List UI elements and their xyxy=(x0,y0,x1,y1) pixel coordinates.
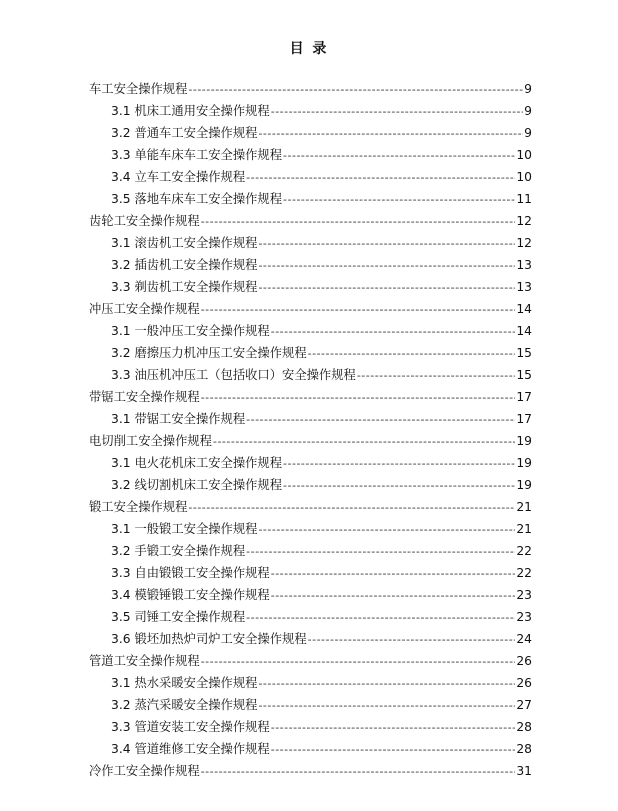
toc-section-entry[interactable] xyxy=(89,694,532,716)
toc-entry-text: 3.3 剃齿机工安全操作规程 xyxy=(111,280,258,294)
toc-page-number: 15 xyxy=(516,346,532,360)
toc-page-number: 12 xyxy=(516,214,532,228)
toc-section-entry[interactable] xyxy=(89,364,532,386)
toc-entry-text: 3.2 插齿机工安全操作规程 xyxy=(111,258,258,272)
toc-leader-dashes xyxy=(357,365,516,387)
toc-entry-text: 3.5 落地车床车工安全操作规程 xyxy=(111,192,283,206)
toc-section-entry[interactable] xyxy=(89,628,532,650)
toc-leader-dashes xyxy=(308,629,516,651)
toc-leader-dashes xyxy=(201,761,516,783)
toc-page-number: 11 xyxy=(516,192,532,206)
toc-leader-dashes xyxy=(246,167,515,189)
toc-entry-text: 3.5 司锤工安全操作规程 xyxy=(111,610,246,624)
toc-page-number: 21 xyxy=(516,500,532,514)
toc-leader-dashes xyxy=(258,255,515,277)
toc-entry-text: 管道工安全操作规程 xyxy=(89,654,200,668)
toc-entry-text: 冷作工安全操作规程 xyxy=(89,764,200,778)
toc-leader-dashes xyxy=(258,123,523,145)
toc-entry-text: 3.1 热水采暖安全操作规程 xyxy=(111,676,258,690)
toc-leader-dashes xyxy=(258,673,515,695)
toc-page-number: 19 xyxy=(516,456,532,470)
toc-page-number: 10 xyxy=(516,148,532,162)
toc-leader-dashes xyxy=(308,343,516,365)
toc-chapter-entry[interactable] xyxy=(89,760,532,782)
toc-page-number: 22 xyxy=(516,566,532,580)
toc-leader-dashes xyxy=(283,453,515,475)
toc-section-entry[interactable] xyxy=(89,144,532,166)
toc-leader-dashes xyxy=(271,321,516,343)
toc-page-number: 17 xyxy=(516,390,532,404)
toc-section-entry[interactable] xyxy=(89,122,532,144)
toc-page-number: 17 xyxy=(516,412,532,426)
toc-leader-dashes xyxy=(271,101,523,123)
toc-entry-text: 冲压工安全操作规程 xyxy=(89,302,200,316)
toc-entry-text: 车工安全操作规程 xyxy=(89,82,188,96)
toc-section-entry[interactable] xyxy=(89,254,532,276)
toc-section-entry[interactable] xyxy=(89,474,532,496)
toc-entry-text: 锻工安全操作规程 xyxy=(89,500,188,514)
toc-entry-text: 3.4 管道维修工安全操作规程 xyxy=(111,742,270,756)
toc-page-number: 19 xyxy=(516,434,532,448)
toc-leader-dashes xyxy=(246,409,515,431)
toc-page-number: 31 xyxy=(516,764,532,778)
toc-entry-text: 3.3 管道安装工安全操作规程 xyxy=(111,720,270,734)
toc-entry-text: 3.3 自由锻锻工安全操作规程 xyxy=(111,566,270,580)
toc-page-number: 23 xyxy=(516,588,532,602)
toc-leader-dashes xyxy=(283,189,515,211)
toc-section-entry[interactable] xyxy=(89,518,532,540)
toc-entry-text: 3.3 单能车床车工安全操作规程 xyxy=(111,148,283,162)
toc-page-number: 28 xyxy=(516,742,532,756)
toc-entry-text: 3.4 模锻锤锻工安全操作规程 xyxy=(111,588,270,602)
toc-section-entry[interactable] xyxy=(89,100,532,122)
toc-entry-text: 3.2 蒸汽采暖安全操作规程 xyxy=(111,698,258,712)
toc-page-number: 27 xyxy=(516,698,532,712)
toc-page-number: 14 xyxy=(516,302,532,316)
toc-entry-text: 3.1 滚齿机工安全操作规程 xyxy=(111,236,258,250)
toc-page-number: 9 xyxy=(524,126,532,140)
toc-entry-text: 3.6 锻坯加热炉司炉工安全操作规程 xyxy=(111,632,307,646)
toc-section-entry[interactable] xyxy=(89,540,532,562)
toc-chapter-entry[interactable] xyxy=(89,210,532,232)
toc-page-number: 26 xyxy=(516,676,532,690)
toc-entry-text: 3.2 磨擦压力机冲压工安全操作规程 xyxy=(111,346,307,360)
toc-leader-dashes xyxy=(283,475,515,497)
toc-entry-text: 3.1 电火花机床工安全操作规程 xyxy=(111,456,283,470)
toc-leader-dashes xyxy=(258,233,515,255)
toc-page-number: 26 xyxy=(516,654,532,668)
toc-section-entry[interactable] xyxy=(89,716,532,738)
toc-page-number: 9 xyxy=(524,104,532,118)
toc-leader-dashes xyxy=(258,519,515,541)
toc-chapter-entry[interactable] xyxy=(89,650,532,672)
toc-section-entry[interactable] xyxy=(89,188,532,210)
toc-entry-text: 3.1 一般冲压工安全操作规程 xyxy=(111,324,270,338)
toc-page-number: 13 xyxy=(516,280,532,294)
toc-entry-text: 3.2 普通车工安全操作规程 xyxy=(111,126,258,140)
toc-section-entry[interactable] xyxy=(89,320,532,342)
toc-entry-text: 3.1 带锯工安全操作规程 xyxy=(111,412,246,426)
toc-chapter-entry[interactable] xyxy=(89,78,532,100)
toc-section-entry[interactable] xyxy=(89,408,532,430)
toc-entry-text: 3.4 立车工安全操作规程 xyxy=(111,170,246,184)
toc-page-number: 23 xyxy=(516,610,532,624)
toc-section-entry[interactable] xyxy=(89,232,532,254)
toc-title: 目 录 xyxy=(289,41,329,57)
toc-entry-text: 齿轮工安全操作规程 xyxy=(89,214,200,228)
toc-entry-text: 3.1 机床工通用安全操作规程 xyxy=(111,104,270,118)
toc-page-number: 15 xyxy=(516,368,532,382)
toc-leader-dashes xyxy=(246,541,515,563)
toc-entry-text: 电切削工安全操作规程 xyxy=(89,434,212,448)
toc-page-number: 21 xyxy=(516,522,532,536)
toc-entry-text: 3.2 手锻工安全操作规程 xyxy=(111,544,246,558)
toc-section-entry[interactable] xyxy=(89,562,532,584)
toc-chapter-entry[interactable] xyxy=(89,386,532,408)
toc-page-number: 19 xyxy=(516,478,532,492)
toc-leader-dashes xyxy=(271,717,516,739)
toc-leader-dashes xyxy=(201,211,516,233)
toc-section-entry[interactable] xyxy=(89,276,532,298)
toc-section-entry[interactable] xyxy=(89,738,532,760)
toc-section-entry[interactable] xyxy=(89,166,532,188)
toc-leader-dashes xyxy=(271,585,516,607)
toc-page-number: 24 xyxy=(516,632,532,646)
toc-leader-dashes xyxy=(201,387,516,409)
toc-page-number: 12 xyxy=(516,236,532,250)
toc-entry-text: 3.1 一般锻工安全操作规程 xyxy=(111,522,258,536)
toc-leader-dashes xyxy=(188,79,523,101)
toc-leader-dashes xyxy=(283,145,515,167)
toc-leader-dashes xyxy=(246,607,515,629)
toc-section-entry[interactable] xyxy=(89,342,532,364)
toc-leader-dashes xyxy=(258,277,515,299)
toc-page-number: 10 xyxy=(516,170,532,184)
toc-section-entry[interactable] xyxy=(89,452,532,474)
toc-page-number: 9 xyxy=(524,82,532,96)
toc-leader-dashes xyxy=(258,695,515,717)
toc-leader-dashes xyxy=(271,563,516,585)
toc-leader-dashes xyxy=(271,739,516,761)
toc-leader-dashes xyxy=(213,431,515,453)
table-of-contents xyxy=(89,78,532,782)
toc-page-number: 13 xyxy=(516,258,532,272)
toc-page-number: 28 xyxy=(516,720,532,734)
toc-section-entry[interactable] xyxy=(89,606,532,628)
toc-page-number: 22 xyxy=(516,544,532,558)
toc-entry-text: 3.3 油压机冲压工（包括收口）安全操作规程 xyxy=(111,368,356,382)
toc-entry-text: 带锯工安全操作规程 xyxy=(89,390,200,404)
toc-chapter-entry[interactable] xyxy=(89,298,532,320)
toc-entry-text: 3.2 线切割机床工安全操作规程 xyxy=(111,478,283,492)
toc-chapter-entry[interactable] xyxy=(89,496,532,518)
toc-page-number: 14 xyxy=(516,324,532,338)
toc-section-entry[interactable] xyxy=(89,672,532,694)
toc-section-entry[interactable] xyxy=(89,584,532,606)
toc-leader-dashes xyxy=(201,651,516,673)
toc-leader-dashes xyxy=(201,299,516,321)
toc-leader-dashes xyxy=(188,497,515,519)
toc-chapter-entry[interactable] xyxy=(89,430,532,452)
